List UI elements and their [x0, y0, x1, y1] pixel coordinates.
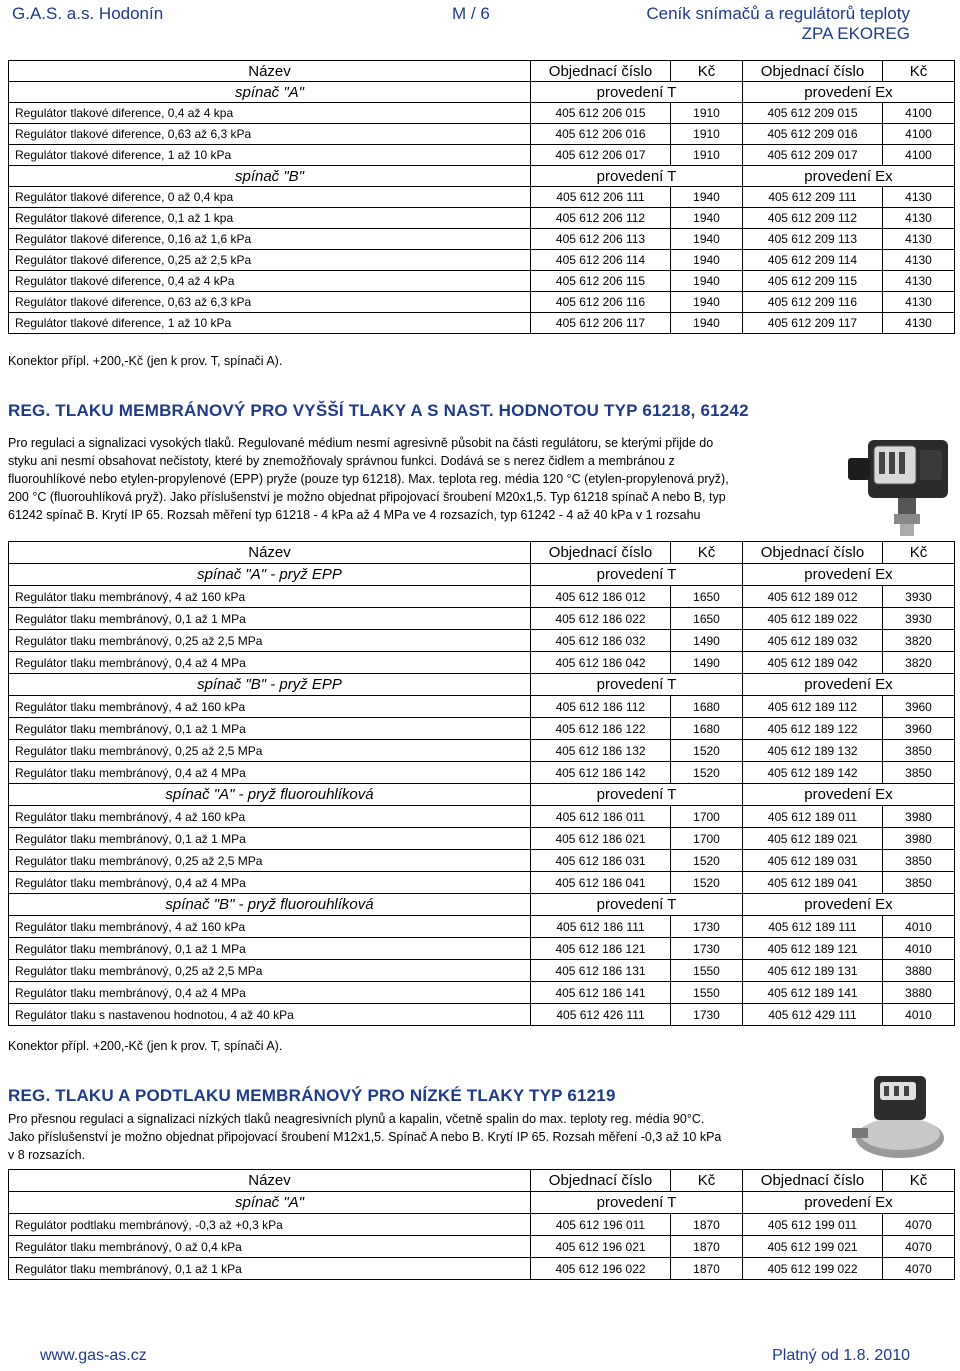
order-code-ex: 405 612 189 112: [743, 696, 883, 718]
variant-ex-label: provedení Ex: [743, 564, 955, 586]
table-header-row: [9, 61, 955, 82]
product-name: Regulátor tlakové diference, 0 až 0,4 kpa: [9, 187, 531, 208]
order-code-ex: 405 612 189 132: [743, 740, 883, 762]
variant-t-label: provedení T: [531, 784, 743, 806]
group-header-row: [9, 166, 955, 187]
price-ex: 3850: [883, 850, 955, 872]
price: 1940: [671, 292, 743, 313]
table-row: [9, 208, 955, 229]
switch-type-label: spínač "A" - pryž EPP: [9, 564, 531, 586]
price: 1550: [671, 960, 743, 982]
table-row: [9, 103, 955, 124]
order-code-ex: 405 612 189 122: [743, 718, 883, 740]
column-header-name: Název: [9, 1170, 531, 1192]
product-name: Regulátor tlaku s nastavenou hodnotou, 4 až 40 kPa: [9, 1004, 531, 1026]
table-row: [9, 630, 955, 652]
price-ex: 3850: [883, 762, 955, 784]
price: 1490: [671, 630, 743, 652]
document-title: [646, 4, 910, 44]
page-number: M / 6: [452, 4, 490, 23]
product-name: Regulátor tlaku membránový, 0,25 až 2,5 MPa: [9, 630, 531, 652]
table-row: [9, 762, 955, 784]
price-table-differential: [8, 60, 955, 334]
price-ex: 4130: [883, 187, 955, 208]
price-ex: 4070: [883, 1214, 955, 1236]
order-code-ex: 405 612 209 113: [743, 229, 883, 250]
order-code-ex: 405 612 209 111: [743, 187, 883, 208]
order-code-ex: 405 612 209 016: [743, 124, 883, 145]
price: 1520: [671, 740, 743, 762]
order-code: 405 612 206 016: [531, 124, 671, 145]
column-header-order-code-ex: Objednací číslo: [743, 542, 883, 564]
price: 1650: [671, 608, 743, 630]
switch-type-label: spínač "B": [9, 166, 531, 187]
order-code: 405 612 186 121: [531, 938, 671, 960]
switch-type-label: spínač "A": [9, 1192, 531, 1214]
price-ex: 4070: [883, 1236, 955, 1258]
pressure-regulator-image: [846, 430, 954, 540]
order-code: 405 612 186 031: [531, 850, 671, 872]
product-name: Regulátor tlaku membránový, 0,4 až 4 MPa: [9, 982, 531, 1004]
product-name: Regulátor tlaku membránový, 0,25 až 2,5 MPa: [9, 740, 531, 762]
order-code: 405 612 206 017: [531, 145, 671, 166]
column-header-price-ex: Kč: [883, 542, 955, 564]
order-code: 405 612 186 032: [531, 630, 671, 652]
variant-ex-label: provedení Ex: [743, 674, 955, 696]
order-code: 405 612 186 111: [531, 916, 671, 938]
section-title-membrane-low: REG. TLAKU A PODTLAKU MEMBRÁNOVÝ PRO NÍZKÉ TLAKY TYP 61219: [8, 1086, 616, 1105]
price-ex: 4070: [883, 1258, 955, 1280]
variant-t-label: provedení T: [531, 564, 743, 586]
column-header-name: Název: [9, 542, 531, 564]
product-name: Regulátor tlaku membránový, 4 až 160 kPa: [9, 696, 531, 718]
product-name: Regulátor tlaku membránový, 0,1 až 1 MPa: [9, 608, 531, 630]
column-header-order-code: Objednací číslo: [531, 1170, 671, 1192]
switch-type-label: spínač "B" - pryž EPP: [9, 674, 531, 696]
column-header-price: Kč: [671, 61, 743, 82]
price-ex: 4100: [883, 124, 955, 145]
order-code-ex: 405 612 189 041: [743, 872, 883, 894]
column-header-order-code: Objednací číslo: [531, 542, 671, 564]
product-name: Regulátor tlaku membránový, 0,4 až 4 MPa: [9, 762, 531, 784]
table-row: [9, 916, 955, 938]
order-code-ex: 405 612 209 114: [743, 250, 883, 271]
table-row: [9, 740, 955, 762]
price: 1870: [671, 1214, 743, 1236]
company-name: G.A.S. a.s. Hodonín: [12, 4, 164, 23]
price: 1910: [671, 145, 743, 166]
table-row: [9, 696, 955, 718]
table-row: [9, 292, 955, 313]
order-code: 405 612 206 111: [531, 187, 671, 208]
price: 1940: [671, 313, 743, 334]
order-code-ex: 405 612 189 141: [743, 982, 883, 1004]
column-header-order-code-ex: Objednací číslo: [743, 1170, 883, 1192]
price: 1730: [671, 916, 743, 938]
order-code-ex: 405 612 189 042: [743, 652, 883, 674]
order-code: 405 612 186 021: [531, 828, 671, 850]
price-ex: 3850: [883, 740, 955, 762]
table-row: [9, 938, 955, 960]
order-code: 405 612 426 111: [531, 1004, 671, 1026]
table-header-row: [9, 1170, 955, 1192]
table-header-row: [9, 542, 955, 564]
product-name: Regulátor tlaku membránový, 0,1 až 1 kPa: [9, 1258, 531, 1280]
footer-website[interactable]: www.gas-as.cz: [40, 1347, 147, 1364]
description-line: Pro přesnou regulaci a signalizaci nízkých tlaků neagresivních plynů a kapalin, včetně spalin do max. teploty reg. média 90°C.: [8, 1112, 705, 1126]
order-code: 405 612 196 021: [531, 1236, 671, 1258]
column-header-price-ex: Kč: [883, 61, 955, 82]
price-ex: 4010: [883, 1004, 955, 1026]
price: 1700: [671, 828, 743, 850]
product-name: Regulátor tlaku membránový, 4 až 160 kPa: [9, 806, 531, 828]
order-code-ex: 405 612 189 021: [743, 828, 883, 850]
price-table-membrane-low: [8, 1169, 955, 1280]
product-name: Regulátor tlaku membránový, 4 až 160 kPa: [9, 586, 531, 608]
price-ex: 4130: [883, 271, 955, 292]
table-row: [9, 806, 955, 828]
order-code: 405 612 206 117: [531, 313, 671, 334]
description-line: 200 °C (fluorouhlíková pryž). Jako příslušenství je možno objednat připojovací šroubení M20x1,5. Typ 61218 spínač A nebo B, typ: [8, 490, 726, 504]
product-name: Regulátor tlakové diference, 0,1 až 1 kpa: [9, 208, 531, 229]
order-code: 405 612 206 112: [531, 208, 671, 229]
product-name: Regulátor tlaku membránový, 0,1 až 1 MPa: [9, 718, 531, 740]
product-name: Regulátor tlaku membránový, 0,1 až 1 MPa: [9, 938, 531, 960]
column-header-price-ex: Kč: [883, 1170, 955, 1192]
price-ex: 4130: [883, 208, 955, 229]
price: 1940: [671, 208, 743, 229]
price: 1520: [671, 762, 743, 784]
order-code-ex: 405 612 209 117: [743, 313, 883, 334]
footer-valid-date: Platný od 1.8. 2010: [772, 1347, 910, 1364]
order-code-ex: 405 612 189 131: [743, 960, 883, 982]
price: 1680: [671, 696, 743, 718]
product-name: Regulátor tlakové diference, 1 až 10 kPa: [9, 313, 531, 334]
order-code-ex: 405 612 189 012: [743, 586, 883, 608]
price: 1910: [671, 103, 743, 124]
product-name: Regulátor tlaku membránový, 0,25 až 2,5 MPa: [9, 960, 531, 982]
order-code: 405 612 186 041: [531, 872, 671, 894]
order-code: 405 612 196 011: [531, 1214, 671, 1236]
connector-note-2: Konektor přípl. +200,-Kč (jen k prov. T, spínači A).: [8, 1039, 283, 1053]
variant-t-label: provedení T: [531, 166, 743, 187]
table-row: [9, 850, 955, 872]
price: 1940: [671, 187, 743, 208]
table-row: [9, 187, 955, 208]
table-row: [9, 982, 955, 1004]
table-row: [9, 271, 955, 292]
price-ex: 4100: [883, 145, 955, 166]
order-code-ex: 405 612 199 011: [743, 1214, 883, 1236]
section-title-membrane-high: REG. TLAKU MEMBRÁNOVÝ PRO VYŠŠÍ TLAKY A S NAST. HODNOTOU TYP 61218, 61242: [8, 401, 749, 420]
table-row: [9, 652, 955, 674]
order-code: 405 612 186 112: [531, 696, 671, 718]
group-header-row: [9, 564, 955, 586]
order-code-ex: 405 612 209 017: [743, 145, 883, 166]
order-code-ex: 405 612 209 015: [743, 103, 883, 124]
description-line: Pro regulaci a signalizaci vysokých tlaků. Regulované médium nesmí agresivně působit na části regulátoru, se kterými přijde do: [8, 436, 714, 450]
price: 1940: [671, 271, 743, 292]
price-ex: 4010: [883, 916, 955, 938]
order-code-ex: 405 612 209 115: [743, 271, 883, 292]
price-ex: 4130: [883, 229, 955, 250]
table-row: [9, 828, 955, 850]
order-code: 405 612 196 022: [531, 1258, 671, 1280]
group-header-row: [9, 784, 955, 806]
group-header-row: [9, 894, 955, 916]
price-ex: 3980: [883, 828, 955, 850]
price-ex: 4130: [883, 292, 955, 313]
price: 1550: [671, 982, 743, 1004]
order-code: 405 612 186 131: [531, 960, 671, 982]
product-name: Regulátor tlakové diference, 0,4 až 4 kPa: [9, 271, 531, 292]
product-name: Regulátor tlaku membránový, 0,4 až 4 MPa: [9, 652, 531, 674]
price: 1870: [671, 1236, 743, 1258]
product-name: Regulátor tlakové diference, 1 až 10 kPa: [9, 145, 531, 166]
price-ex: 4130: [883, 250, 955, 271]
price-ex: 3960: [883, 696, 955, 718]
group-header-row: [9, 1192, 955, 1214]
table-row: [9, 145, 955, 166]
table-row: [9, 872, 955, 894]
order-code-ex: 405 612 199 021: [743, 1236, 883, 1258]
product-name: Regulátor tlakové diference, 0,16 až 1,6 kPa: [9, 229, 531, 250]
description-line: v 8 rozsazích.: [8, 1148, 86, 1162]
price-ex: 3930: [883, 608, 955, 630]
low-pressure-regulator-image: [848, 1068, 948, 1166]
price-ex: 4130: [883, 313, 955, 334]
order-code-ex: 405 612 189 032: [743, 630, 883, 652]
group-header-row: [9, 674, 955, 696]
price-ex: 3850: [883, 872, 955, 894]
order-code: 405 612 186 122: [531, 718, 671, 740]
table-row: [9, 1258, 955, 1280]
description-line: 61242 spínač B. Krytí IP 65. Rozsah měření typ 61218 - 4 kPa až 4 MPa ve 4 rozsazích, typ 61242 - 4 až 40 kPa v 1 rozsahu: [8, 508, 701, 522]
document-title-line2: ZPA EKOREG: [801, 24, 910, 43]
table-row: [9, 718, 955, 740]
table-row: [9, 960, 955, 982]
group-header-row: [9, 82, 955, 103]
variant-ex-label: provedení Ex: [743, 784, 955, 806]
order-code-ex: 405 612 209 116: [743, 292, 883, 313]
order-code-ex: 405 612 429 111: [743, 1004, 883, 1026]
product-name: Regulátor tlakové diference, 0,63 až 6,3 kPa: [9, 292, 531, 313]
column-header-price: Kč: [671, 542, 743, 564]
order-code-ex: 405 612 189 022: [743, 608, 883, 630]
price-ex: 3960: [883, 718, 955, 740]
price-ex: 3880: [883, 982, 955, 1004]
price-ex: 3930: [883, 586, 955, 608]
table-row: [9, 124, 955, 145]
variant-t-label: provedení T: [531, 82, 743, 103]
order-code: 405 612 186 141: [531, 982, 671, 1004]
switch-type-label: spínač "B" - pryž fluorouhlíková: [9, 894, 531, 916]
price-ex: 4010: [883, 938, 955, 960]
column-header-order-code: Objednací číslo: [531, 61, 671, 82]
product-name: Regulátor tlaku membránový, 0 až 0,4 kPa: [9, 1236, 531, 1258]
product-name: Regulátor tlakové diference, 0,4 až 4 kpa: [9, 103, 531, 124]
variant-ex-label: provedení Ex: [743, 894, 955, 916]
price: 1730: [671, 1004, 743, 1026]
description-line: styku ani nesmí obsahovat nečistoty, které by znemožňovaly správnou funkci. Dodává se s nerez čidlem a membránou z: [8, 454, 675, 468]
table-row: [9, 1004, 955, 1026]
column-header-price: Kč: [671, 1170, 743, 1192]
order-code-ex: 405 612 189 121: [743, 938, 883, 960]
order-code-ex: 405 612 209 112: [743, 208, 883, 229]
variant-t-label: provedení T: [531, 1192, 743, 1214]
table-row: [9, 586, 955, 608]
order-code: 405 612 206 114: [531, 250, 671, 271]
product-name: Regulátor tlaku membránový, 0,4 až 4 MPa: [9, 872, 531, 894]
variant-t-label: provedení T: [531, 894, 743, 916]
price: 1520: [671, 850, 743, 872]
price: 1680: [671, 718, 743, 740]
price: 1870: [671, 1258, 743, 1280]
document-title-line1: Ceník snímačů a regulátorů teploty: [646, 4, 910, 23]
order-code: 405 612 186 011: [531, 806, 671, 828]
order-code: 405 612 186 142: [531, 762, 671, 784]
order-code-ex: 405 612 189 142: [743, 762, 883, 784]
order-code: 405 612 186 022: [531, 608, 671, 630]
product-name: Regulátor podtlaku membránový, -0,3 až +0,3 kPa: [9, 1214, 531, 1236]
price-ex: 3980: [883, 806, 955, 828]
price: 1940: [671, 250, 743, 271]
variant-ex-label: provedení Ex: [743, 82, 955, 103]
price-table-membrane-high: [8, 541, 955, 1026]
price: 1940: [671, 229, 743, 250]
price-ex: 3820: [883, 652, 955, 674]
price-ex: 3820: [883, 630, 955, 652]
price: 1650: [671, 586, 743, 608]
table-row: [9, 313, 955, 334]
connector-note-1: Konektor přípl. +200,-Kč (jen k prov. T, spínači A).: [8, 354, 283, 368]
table-row: [9, 608, 955, 630]
table-row: [9, 1236, 955, 1258]
price: 1910: [671, 124, 743, 145]
variant-ex-label: provedení Ex: [743, 1192, 955, 1214]
order-code-ex: 405 612 199 022: [743, 1258, 883, 1280]
price-ex: 4100: [883, 103, 955, 124]
product-name: Regulátor tlakové diference, 0,25 až 2,5 kPa: [9, 250, 531, 271]
table-row: [9, 1214, 955, 1236]
price: 1730: [671, 938, 743, 960]
price: 1490: [671, 652, 743, 674]
column-header-name: Název: [9, 61, 531, 82]
order-code-ex: 405 612 189 011: [743, 806, 883, 828]
order-code: 405 612 206 115: [531, 271, 671, 292]
order-code-ex: 405 612 189 111: [743, 916, 883, 938]
order-code: 405 612 206 116: [531, 292, 671, 313]
section-description-membrane-high: [8, 434, 838, 524]
description-line: fluorouhlíkové nebo etylen-propylenové (EPP) pryže (pouze typ 61218). Max. teplota reg. média 120 °C (etylen-propylenová pryž),: [8, 472, 729, 486]
table-row: [9, 250, 955, 271]
order-code: 405 612 206 015: [531, 103, 671, 124]
order-code: 405 612 186 132: [531, 740, 671, 762]
variant-t-label: provedení T: [531, 674, 743, 696]
product-name: Regulátor tlaku membránový, 4 až 160 kPa: [9, 916, 531, 938]
column-header-order-code-ex: Objednací číslo: [743, 61, 883, 82]
description-line: Jako příslušenství je možno objednat připojovací šroubení M12x1,5. Spínač A nebo B. Krytí IP 65. Rozsah měření -0,3 až 10 kPa: [8, 1130, 722, 1144]
switch-type-label: spínač "A" - pryž fluorouhlíková: [9, 784, 531, 806]
price: 1520: [671, 872, 743, 894]
section-description-membrane-low: [8, 1110, 838, 1164]
order-code: 405 612 206 113: [531, 229, 671, 250]
price-ex: 3880: [883, 960, 955, 982]
order-code: 405 612 186 042: [531, 652, 671, 674]
order-code: 405 612 186 012: [531, 586, 671, 608]
table-row: [9, 229, 955, 250]
switch-type-label: spínač "A": [9, 82, 531, 103]
price: 1700: [671, 806, 743, 828]
product-name: Regulátor tlaku membránový, 0,25 až 2,5 MPa: [9, 850, 531, 872]
order-code-ex: 405 612 189 031: [743, 850, 883, 872]
variant-ex-label: provedení Ex: [743, 166, 955, 187]
product-name: Regulátor tlakové diference, 0,63 až 6,3 kPa: [9, 124, 531, 145]
product-name: Regulátor tlaku membránový, 0,1 až 1 MPa: [9, 828, 531, 850]
